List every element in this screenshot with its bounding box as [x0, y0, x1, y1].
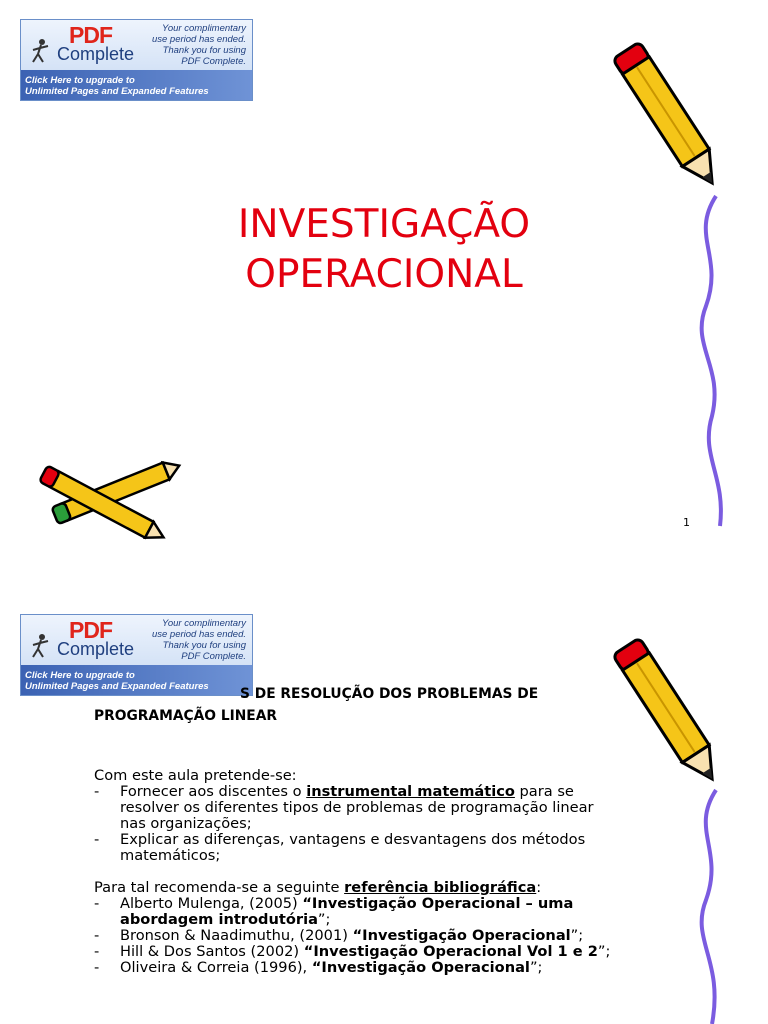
list-item: - Alberto Mulenga, (2005) “Investigação Operacional – uma abordagem introdutória”; — [94, 895, 574, 928]
pdf-complete-upgrade-banner[interactable] — [20, 19, 253, 101]
pdf-logo-text: PDF — [69, 22, 112, 48]
slide-title: INVESTIGAÇÃO OPERACIONAL — [237, 202, 531, 297]
upgrade-link[interactable]: Click Here to upgrade to Unlimited Pages and Expanded Features — [25, 670, 209, 692]
decorative-wavy-line-2 — [690, 790, 730, 1024]
runner-figure-icon — [27, 37, 53, 65]
slide-2-body — [94, 768, 664, 976]
complete-logo-text: Complete — [57, 44, 135, 64]
list-item: - Hill & Dos Santos (2002) “Investigação Operacional Vol 1 e 2”; — [94, 943, 611, 960]
objectives-list — [94, 784, 664, 864]
upgrade-link[interactable]: Click Here to upgrade to Unlimited Pages and Expanded Features — [25, 75, 209, 97]
banner-message: Your complimentary use period has ended. Thank you for using PDF Complete. — [151, 618, 246, 662]
crossed-pencils-icon — [28, 452, 178, 556]
list-item: - Explicar as diferenças, vantagens e desvantagens dos métodos matemáticos; — [94, 831, 586, 864]
page-number: 1 — [683, 516, 690, 529]
slide-2-heading: S DE RESOLUÇÃO DOS PROBLEMAS DE PROGRAMAÇÃO LINEAR — [94, 686, 539, 724]
pdf-logo-text: PDF — [69, 617, 112, 643]
list-item: - Oliveira & Correia (1996), “Investigação Operacional”; — [94, 959, 543, 976]
runner-figure-icon — [27, 632, 53, 660]
intro-text: Com este aula pretende-se: — [94, 767, 297, 784]
pencil-clipart-icon — [612, 30, 724, 200]
banner-message: Your complimentary use period has ended. Thank you for using PDF Complete. — [151, 23, 246, 67]
list-item: - Bronson & Naadimuthu, (2001) “Investigação Operacional”; — [94, 927, 584, 944]
complete-logo-text: Complete — [57, 639, 135, 659]
references-list — [94, 896, 664, 976]
reference-intro: Para tal recomenda-se a seguinte referência bibliográfica: — [94, 879, 542, 896]
list-item: - Fornecer aos discentes o instrumental matemático para se resolver os diferentes tipos de problemas de programação linear nas organizações; — [94, 783, 594, 832]
